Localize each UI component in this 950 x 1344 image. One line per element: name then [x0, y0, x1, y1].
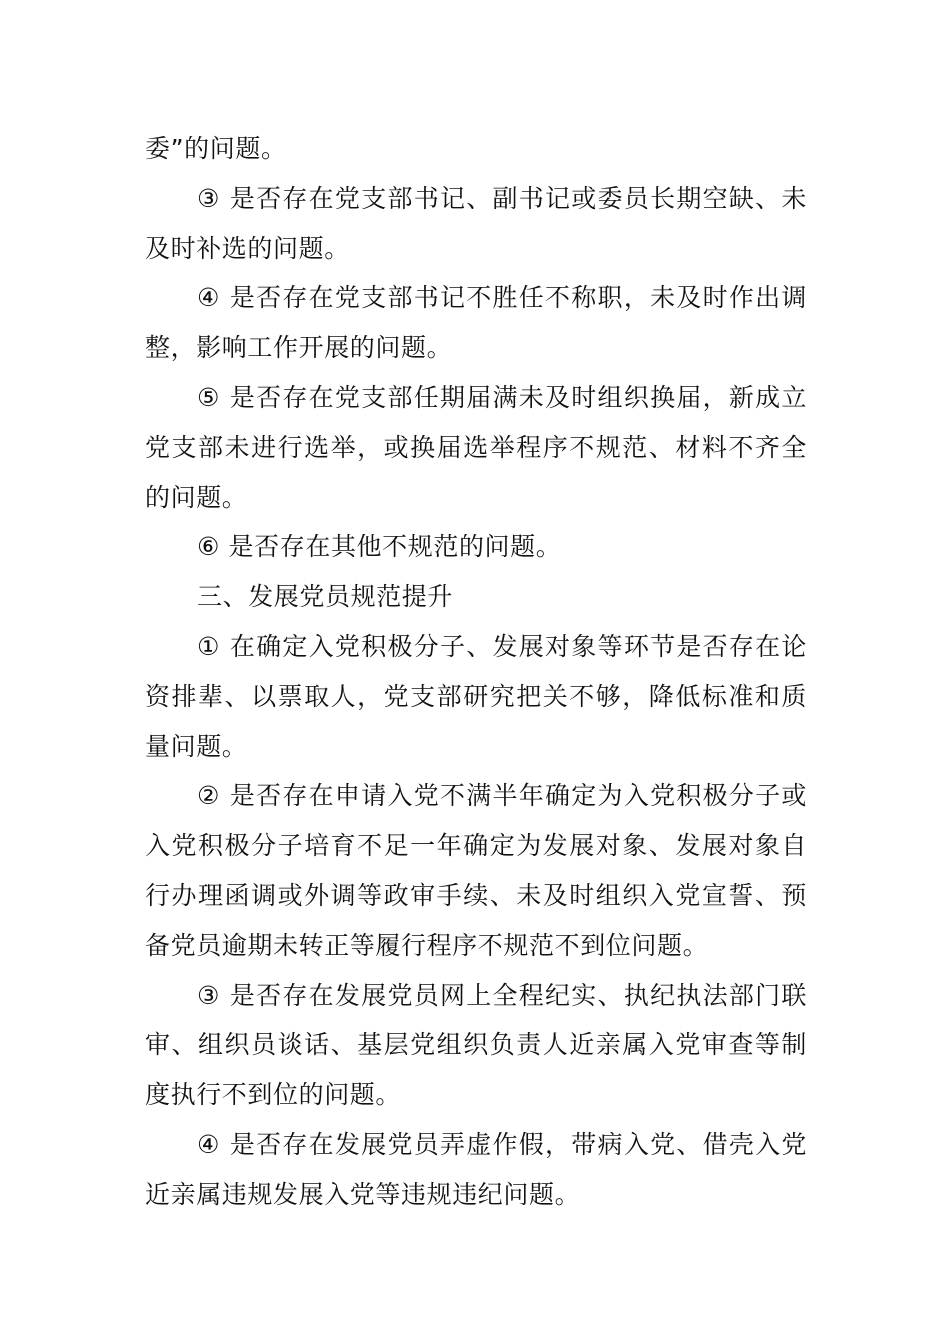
paragraph-item-6-other: ⑥ 是否存在其他不规范的问题。 [197, 532, 562, 562]
paragraph-item-2-procedure: ② 是否存在申请入党不满半年确定为入党积极分子或入党积极分子培育不足一年确定为发展对象、发展对象自行办理函调或外调等政审手续、未及时组织入党宣誓、预备党员逾期未转正等履行程序不规范不到位问题。 [145, 781, 807, 960]
paragraph-continuation: 委”的问题。 [145, 134, 287, 163]
paragraph-item-1-selection: ① 在确定入党积极分子、发展对象等环节是否存在论资排辈、以票取人，党支部研究把关不够，降低标准和质量问题。 [145, 631, 807, 761]
section-heading-member-development: 三、发展党员规范提升 [197, 582, 454, 612]
paragraph-item-4-fraud: ④ 是否存在发展党员弄虚作假，带病入党、借壳入党近亲属违规发展入党等违规违纪问题。 [145, 1129, 807, 1209]
paragraph-item-3-system: ③ 是否存在发展党员网上全程纪实、执纪执法部门联审、组织员谈话、基层党组织负责人近亲属入党审查等制度执行不到位的问题。 [145, 980, 807, 1110]
paragraph-item-3-vacancy: ③ 是否存在党支部书记、副书记或委员长期空缺、未及时补选的问题。 [145, 183, 807, 263]
document-body [145, 124, 807, 1220]
paragraph-item-4-incompetence: ④ 是否存在党支部书记不胜任不称职，未及时作出调整，影响工作开展的问题。 [145, 283, 807, 363]
paragraph-item-5-election: ⑤ 是否存在党支部任期届满未及时组织换届，新成立党支部未进行选举，或换届选举程序不规范、材料不齐全的问题。 [145, 382, 807, 512]
